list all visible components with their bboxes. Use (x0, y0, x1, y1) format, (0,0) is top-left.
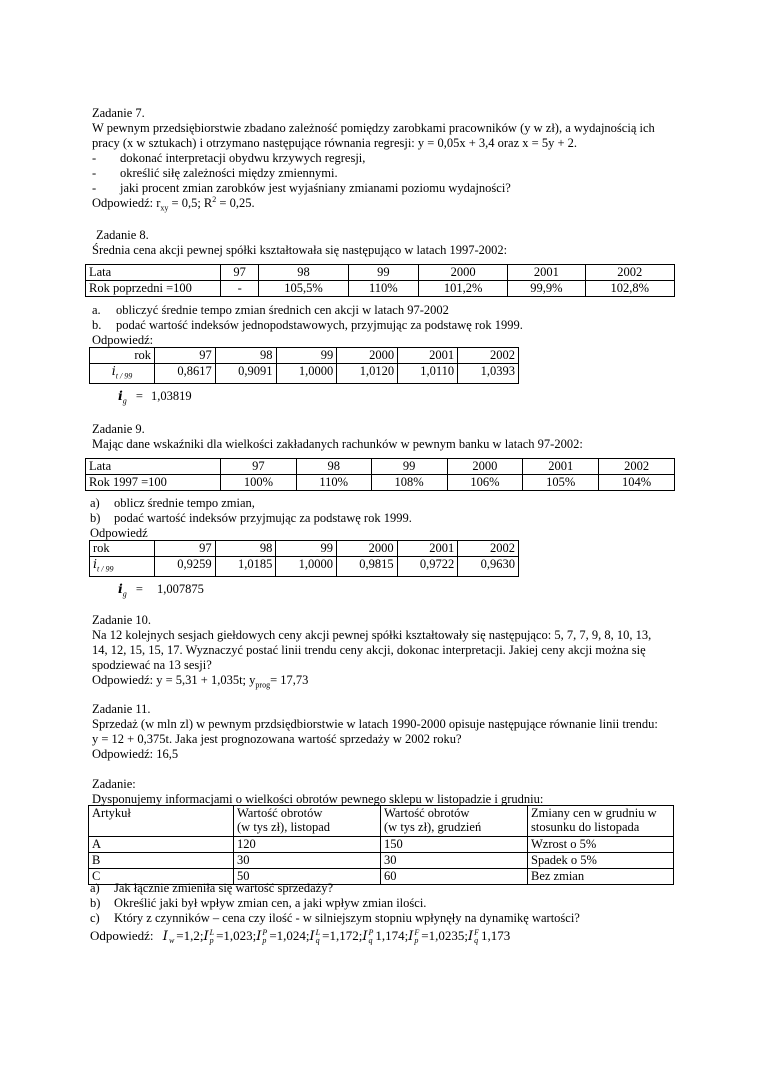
task-7-line: pracy (x w sztukach) i otrzymano następujące równania regresji: y = 0,05x + 3,4 oraz x = 5y + 2. (92, 136, 577, 150)
answer-label: Odpowiedź: (92, 333, 154, 347)
index-value: =1,0235; (421, 928, 468, 943)
task-11-line: Sprzedaż (w mln zl) w pewnym przdsiędbiorstwie w latach 1990-2000 opisuje następujące równanie linii trendu: (92, 717, 658, 731)
table-row (86, 475, 675, 491)
table-cell: 2001 (508, 265, 585, 281)
table-row (89, 837, 674, 853)
table-cell: Lata (86, 459, 221, 475)
index-value: =1,023; (216, 928, 257, 943)
subscript: prog (255, 680, 271, 690)
task-8 (92, 228, 507, 258)
superscript: F (414, 928, 420, 938)
formula (157, 928, 511, 946)
table-cell: Wzrost o 5% (528, 837, 674, 853)
table-cell: Rok poprzedni =100 (86, 281, 221, 297)
table-cell: 99 (276, 541, 337, 557)
table-row (86, 281, 675, 297)
task-10-title: Zadanie 10. (92, 613, 152, 627)
superscript: P (368, 928, 374, 938)
answer-text: Odpowiedź: r (92, 196, 161, 210)
subtask (90, 511, 412, 526)
subtask-label: a) (90, 881, 100, 895)
answer-label: Odpowiedź: (90, 928, 154, 943)
task-7-title: Zadanie 7. (92, 106, 145, 120)
task-12-intro: Dysponujemy informacjami o wielkości obrotów pewnego sklepu w listopadzie i grudniu: (92, 792, 544, 806)
task-9-answer-table (89, 540, 519, 577)
table-row (86, 459, 675, 475)
table-cell: 1,0000 (276, 364, 337, 384)
table-header-row (89, 806, 674, 837)
task-12 (92, 777, 543, 807)
table-header-cell (234, 806, 381, 837)
subtask-text: Określić jaki był wpływ zmian cen, a jaki wpływ zmian ilości. (114, 896, 427, 910)
table-cell: 0,9722 (397, 557, 458, 577)
formula-term (162, 928, 204, 946)
subscript: t / 99 (97, 564, 114, 574)
task-9-intro: Mając dane wskaźniki dla wielkości zakładanych rachunków w pewnym banku w latach 97-2002: (92, 437, 583, 451)
subscript: q (474, 936, 479, 946)
superscript: F (474, 928, 479, 938)
table-cell: 0,9630 (458, 557, 519, 577)
table-cell: 97 (221, 459, 297, 475)
table-cell: 108% (371, 475, 447, 491)
table-cell: Spadek o 5% (528, 853, 674, 869)
table-cell (90, 557, 155, 577)
formula-term (256, 928, 310, 946)
subscript: p (414, 936, 419, 946)
math-symbol: i (111, 363, 116, 378)
task-8-ig (118, 388, 192, 404)
task-7 (92, 106, 655, 211)
task-8-answer-table (89, 347, 519, 384)
table-cell: 1,0120 (337, 364, 398, 384)
subtask-label: c) (90, 911, 100, 925)
index-scripts (414, 929, 419, 945)
table-cell: 2000 (337, 348, 398, 364)
index-value: 1,173 (480, 928, 511, 943)
table-cell: 110% (296, 475, 371, 491)
table-row (90, 557, 519, 577)
dash-mark: - (92, 166, 97, 180)
table-cell: 106% (447, 475, 523, 491)
index-scripts (368, 929, 373, 945)
table-cell: 0,9815 (336, 557, 397, 577)
ig-value: 1,007875 (156, 582, 204, 596)
subtask (90, 911, 580, 926)
task-8-table (85, 264, 675, 297)
task-7-bullet (92, 166, 655, 181)
table-cell: 0,9259 (155, 557, 216, 577)
header-text: Wartość obrotów (237, 806, 323, 820)
subscript: q (368, 936, 373, 946)
table-cell: 2002 (458, 541, 519, 557)
superscript: L (209, 928, 215, 938)
task-8-title: Zadanie 8. (96, 228, 149, 242)
table-cell: 2001 (398, 348, 458, 364)
table-cell: rok (90, 348, 155, 364)
subtask-text: obliczyć średnie tempo zmian średnich cen akcji w latach 97-2002 (116, 303, 449, 317)
ig-value: 1,03819 (150, 389, 192, 403)
index-symbol: I (467, 929, 474, 944)
index-value: =1,024; (269, 928, 310, 943)
task-8-intro: Średnia cena akcji pewnej spółki kształtowała się następująco w latach 1997-2002: (92, 243, 508, 257)
subtask-text: Jak łącznie zmieniła się wartość sprzedaży? (114, 881, 333, 895)
table-row (89, 853, 674, 869)
table-cell: 2002 (458, 348, 519, 364)
table-cell: 30 (381, 853, 528, 869)
ig-line (118, 581, 204, 597)
index-value: 1,174; (375, 928, 409, 943)
index-value: =1,172; (322, 928, 363, 943)
subtask (90, 896, 580, 911)
table-cell: 101,2% (418, 281, 507, 297)
index-symbol: I (408, 929, 414, 944)
dash-mark: - (92, 151, 97, 165)
index-symbol: I (309, 929, 315, 944)
table-cell: rok (90, 541, 155, 557)
subscript: g (122, 396, 127, 406)
subtask (90, 496, 412, 511)
table-cell: 2000 (447, 459, 523, 475)
subtask-label: b. (92, 318, 102, 332)
subtask-label: a) (90, 496, 100, 510)
formula-line (90, 928, 510, 945)
table-cell: 102,8% (585, 281, 675, 297)
superscript: P (262, 928, 268, 938)
index-scripts (262, 929, 267, 945)
table-cell: 50 (234, 869, 381, 885)
index-symbol: I (256, 929, 262, 944)
task-10-line: 14, 12, 15, 15, 17. Wyznaczyć postać linii trendu ceny akcji, dokonac interpretacji. Jakiej ceny akcji można się (92, 643, 646, 657)
table-cell: 99 (371, 459, 447, 475)
task-10-line: Na 12 kolejnych sesjach giełdowych ceny akcji pewnej spółki kształtowały się następująco: 5, 7, 7, 9, 8, 10, 13, (92, 628, 652, 642)
table-cell: 2000 (336, 541, 397, 557)
table-cell: 98 (259, 265, 348, 281)
superscript: 2 (212, 194, 217, 204)
index-symbol: I (162, 929, 168, 944)
table-row (90, 541, 519, 557)
formula-term (408, 928, 468, 946)
task-12-subtasks (90, 881, 580, 926)
formula-term (203, 928, 257, 946)
table-header-cell (89, 806, 234, 837)
table-cell: 2001 (397, 541, 458, 557)
equals-sign: = (135, 389, 143, 403)
task-12-title: Zadanie: (92, 777, 136, 791)
task-7-bullet (92, 151, 655, 166)
answer-text: = 17,73 (270, 673, 309, 687)
bullet-text: dokonać interpretacji obydwu krzywych regresji, (120, 151, 366, 165)
table-cell: 99,9% (508, 281, 585, 297)
task-9-title: Zadanie 9. (92, 422, 145, 436)
header-text: (w tys zł), listopad (237, 820, 331, 834)
table-cell: Rok 1997 =100 (86, 475, 221, 491)
task-9 (92, 422, 583, 452)
subtask-label: b) (90, 896, 101, 910)
task-7-bullet (92, 181, 655, 196)
table-row (86, 265, 675, 281)
task-11-title: Zadanie 11. (92, 702, 151, 716)
subtask (92, 318, 523, 333)
task-9-subtasks (90, 496, 412, 541)
index-symbol: I (203, 929, 209, 944)
index-scripts (316, 929, 320, 945)
table-cell: 105,5% (259, 281, 348, 297)
table-cell: 98 (215, 541, 276, 557)
header-text: (w tys zł), grudzień (384, 820, 482, 834)
subtask-label: a. (92, 303, 101, 317)
table-cell (90, 364, 155, 384)
math-symbol: i (118, 581, 123, 596)
task-11 (92, 702, 658, 762)
table-cell: 1,0110 (398, 364, 458, 384)
superscript: L (315, 928, 321, 938)
table-cell: 0,9091 (215, 364, 276, 384)
table-cell: 99 (276, 348, 337, 364)
subtask (92, 303, 523, 318)
table-cell: 30 (234, 853, 381, 869)
header-text: Artykuł (92, 806, 131, 820)
answer-label: Odpowiedź (90, 526, 148, 540)
task-9-table (85, 458, 675, 491)
task-12-table (88, 805, 674, 885)
subscript: t / 99 (115, 371, 133, 381)
table-cell: 105% (523, 475, 599, 491)
formula-term (467, 928, 511, 946)
index-value: =1,2; (176, 928, 204, 943)
bullet-text: jaki procent zmian zarobków jest wyjaśniany zmianami poziomu wydajności? (120, 181, 511, 195)
ig-line (118, 388, 192, 404)
header-text: stosunku do listopada (531, 820, 640, 834)
task-7-answer (92, 196, 655, 211)
subtask-text: Który z czynników – cena czy ilość - w silniejszym stopniu wpłynęły na dynamikę wartości? (114, 911, 580, 925)
table-cell: - (221, 281, 259, 297)
table-cell: 150 (381, 837, 528, 853)
bullet-text: określić siłę zależności między zmiennymi. (120, 166, 338, 180)
header-text: Zmiany cen w grudniu w (531, 806, 657, 820)
index-scripts (474, 929, 479, 945)
subscript: xy (160, 203, 169, 213)
subscript: q (315, 936, 320, 946)
table-header-cell (381, 806, 528, 837)
table-cell: 110% (348, 281, 418, 297)
formula-term (362, 928, 409, 946)
table-cell: 2002 (585, 265, 675, 281)
table-cell: 98 (296, 459, 371, 475)
table-cell: 1,0185 (215, 557, 276, 577)
table-row (90, 348, 519, 364)
math-symbol: i (93, 556, 97, 571)
table-cell: 104% (599, 475, 675, 491)
subscript: p (262, 936, 267, 946)
task-9-ig (118, 581, 204, 597)
table-cell: Lata (86, 265, 221, 281)
table-cell: 99 (348, 265, 418, 281)
header-text: Wartość obrotów (384, 806, 470, 820)
task-10-answer (92, 673, 651, 688)
index-scripts (169, 929, 174, 945)
dash-mark: - (92, 181, 97, 195)
math-symbol: i (118, 388, 123, 403)
table-cell: C (89, 869, 234, 885)
answer-text: = 0,25. (216, 196, 255, 210)
table-cell: 97 (155, 541, 216, 557)
table-header-cell (528, 806, 674, 837)
task-10 (92, 613, 651, 688)
table-cell: 60 (381, 869, 528, 885)
task-8-subtasks (92, 303, 523, 348)
answer-text: = 0,5; R (168, 196, 213, 210)
task-11-line: y = 12 + 0,375t. Jaka jest prognozowana wartość sprzedaży w 2002 roku? (92, 732, 462, 746)
table-cell: 1,0000 (276, 557, 337, 577)
subscript: g (122, 589, 127, 599)
subtask-text: podać wartość indeksów przyjmując za podstawę rok 1999. (114, 511, 412, 525)
table-cell: 97 (155, 348, 216, 364)
table-cell: Bez zmian (528, 869, 674, 885)
table-row (90, 364, 519, 384)
table-cell: 0,8617 (155, 364, 216, 384)
answer-text: Odpowiedź: y = 5,31 + 1,035t; y (92, 673, 256, 687)
task-12-answer (90, 928, 510, 945)
subtask-text: oblicz średnie tempo zmian, (114, 496, 255, 510)
task-7-line: W pewnym przedsiębiorstwie zbadano zależność pomiędzy zarobkami pracowników (y w zł), a wydajnością ich (92, 121, 655, 135)
table-cell: 97 (221, 265, 259, 281)
table-cell: 98 (215, 348, 276, 364)
table-cell: 2002 (599, 459, 675, 475)
task-11-answer: Odpowiedź: 16,5 (92, 747, 179, 761)
table-cell: 2000 (418, 265, 507, 281)
table-cell: A (89, 837, 234, 853)
index-scripts (210, 929, 214, 945)
table-cell: 2001 (523, 459, 599, 475)
subtask-label: b) (90, 511, 101, 525)
table-cell: 100% (221, 475, 297, 491)
index-symbol: I (362, 929, 368, 944)
equals-sign: = (135, 582, 143, 596)
task-10-line: spodziewać na 13 sesji? (92, 658, 212, 672)
table-cell: 120 (234, 837, 381, 853)
subscript: w (168, 936, 175, 946)
subtask (90, 881, 580, 896)
table-cell: 1,0393 (458, 364, 519, 384)
formula-term (309, 928, 363, 946)
subscript: p (209, 936, 214, 946)
subtask-text: podać wartość indeksów jednopodstawowych, przyjmując za podstawę rok 1999. (116, 318, 523, 332)
table-cell: B (89, 853, 234, 869)
